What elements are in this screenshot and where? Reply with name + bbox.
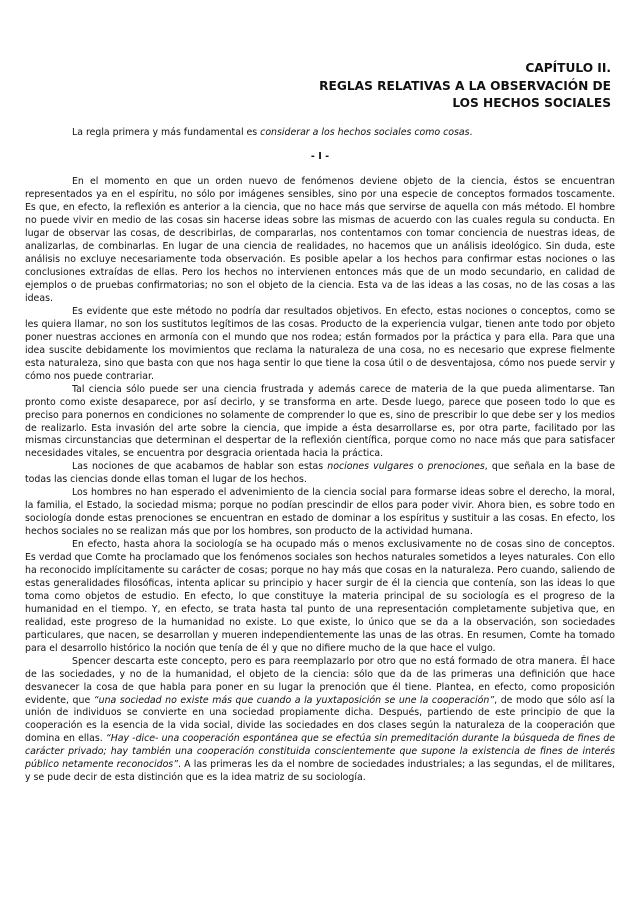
- chapter-title-line-2: REGLAS RELATIVAS A LA OBSERVACIÓN DE: [319, 78, 611, 93]
- epigraph-italic: considerar a los hechos sociales como cosas: [260, 126, 470, 138]
- paragraph-4-text-b: o: [413, 461, 428, 473]
- paragraph-7-text-b: , de modo que sólo así la unión de individuos se convierte en una sociedad propiamente dicha. Después, partiendo de este principio de que la cooperación es la esencia de la vida social, divide las sociedades en dos clases según la naturaleza de la cooperación que domina en ellas.: [25, 694, 615, 745]
- epigraph-suffix: .: [469, 126, 473, 138]
- paragraph-2: Es evidente que este método no podría dar resultados objetivos. En efecto, estas nociones o conceptos, como se les quiera llamar, no son los sustitutos legítimos de las cosas. Producto de la experiencia vulgar, tienen ante todo por objeto poner nuestras acciones en armonía con el mundo que nos rodea; están formados por la práctica y para ella. Para que una idea suscite debidamente los movimientos que reclama la naturaleza de una cosa, no es necesario que exprese fielmente esta naturaleza, sino que basta con que nos haga sentir lo que tiene la cosa útil o de desventajosa, cómo nos puede servir y cómo nos puede contrariar.: [25, 305, 615, 382]
- paragraph-4-italic-2: prenociones: [427, 461, 485, 473]
- chapter-title-line-3: LOS HECHOS SOCIALES: [452, 96, 611, 110]
- section-number: - I -: [310, 151, 330, 163]
- paragraph-7-quote-1: “una sociedad no existe más que cuando a la yuxtaposición se une la cooperación”: [93, 694, 495, 706]
- paragraph-1: En el momento en que un orden nuevo de fenómenos deviene objeto de la ciencia, éstos se encuentran representados ya en el espíritu, no sólo por imágenes sensibles, sino por una especie de conceptos formados toscamente. Es que, en efecto, la reflexión es anterior a la ciencia, que no hace más que servirse de aquella con más método. El hombre no puede vivir en medio de las cosas sin hacerse ideas sobre las mismas de acuerdo con las cuales regula su conducta. En lugar de observar las cosas, de describirlas, de compararlas, nos contentamos con tomar conciencia de nuestras ideas, de analizarlas, de combinarlas. En lugar de una ciencia de realidades, no hacemos que un análisis ideológico. Sin duda, este análisis no excluye necesariamente toda observación. Es posible apelar a los hechos para confirmar estas nociones o las conclusiones extraídas de ellas. Pero los hechos no intervienen entonces más que de un modo secundario, en calidad de ejemplos o de pruebas confirmatorias; no son el objeto de la ciencia. Esta va de las ideas a las cosas, no de las cosas a las ideas.: [25, 176, 615, 304]
- paragraph-4: [25, 461, 615, 487]
- epigraph-prefix: La regla primera y más fundamental es: [72, 126, 261, 138]
- paragraph-7: [25, 656, 615, 786]
- paragraph-5: Los hombres no han esperado el advenimiento de la ciencia social para formarse ideas sobre el derecho, la moral, la familia, el Estado, la sociedad misma; porque no podían prescindir de ellos para poder vivir. Ahora bien, es sobre todo en sociología donde estas prenociones se encuentran en estado de dominar a los espíritus y sustituir a las cosas. En efecto, los hechos sociales no se realizan más que por los hombres, son producto de la actividad humana.: [25, 487, 615, 538]
- paragraph-6: En efecto, hasta ahora la sociología se ha ocupado más o menos exclusivamente no de cosas sino de conceptos. Es verdad que Comte ha proclamado que los fenómenos sociales son hechos naturales sometidos a leyes naturales. Con ello ha reconocido implícitamente su carácter de cosas; porque no hay más que cosas en la naturaleza. Pero cuando, saliendo de estas generalidades filosóficas, intenta aplicar su principio y hacer surgir de él la ciencia que contenía, son las ideas lo que toma como objetos de estudio. En efecto, lo que constituye la materia principal de su sociología es el progreso de la humanidad en el tiempo. Y, en efecto, se trata hasta tal punto de una representación completamente subjetiva que, en realidad, este progreso de la humanidad no existe. Lo que existe, lo único que se da a la observación, son sociedades particulares, que nacen, se desarrollan y mueren independientemente las unas de las otras. En resumen, Comte ha tomado para el desarrollo histórico la noción que tenía de él y que no difiere mucho de la que hace el vulgo.: [25, 539, 615, 654]
- paragraph-7-text-c: . A las primeras les da el nombre de sociedades industriales; a las segundas, el de militares, y se pude decir de esta distinción que es la idea matriz de su sociología.: [25, 759, 615, 784]
- chapter-title-line-1: CAPÍTULO II.: [525, 61, 611, 75]
- paragraph-3: Tal ciencia sólo puede ser una ciencia frustrada y además carece de materia de la que pueda alimentarse. Tan pronto como existe desaparece, por así decirlo, y se transforma en arte. Desde luego, parece que poseen todo lo que es preciso para ponernos en condiciones no solamente de comprender lo que es, sino de prescribir lo que debe ser y los medios de realizarlo. Esta invasión del arte sobre la ciencia, que impide a ésta desarrollarse es, por otra parte, facilitado por las mismas circunstancias que determinan el despertar de la reflexión científica, porque como no nace más que para satisfacer necesidades vitales, se encuentra por desgracia orientada hacia la práctica.: [25, 383, 615, 460]
- chapter-heading: [25, 60, 615, 113]
- paragraph-4-italic-1: nociones vulgares: [327, 461, 414, 473]
- paragraph-4-text-a: Las nociones de que acabamos de hablar son estas: [72, 461, 328, 473]
- paragraph-7-text-a: Spencer descarta este concepto, pero es para reemplazarlo por otro que no está formado de otra manera. Él hace de las sociedades, y no de la humanidad, el objeto de la ciencia: sólo que da de las primeras una definición que hace desvanecer la cosa de que habla para poner en su lugar la prenoción que él tiene. Plantea, en efecto, como proposición evidente, que: [25, 655, 615, 706]
- paragraph-4-text-c: , que señala en la base de todas las ciencias donde ellas toman el lugar de los hechos.: [25, 461, 615, 486]
- paragraph-7-quote-2: “Hay -dice- una cooperación espontánea que se efectúa sin premeditación durante la búsqueda de fines de carácter privado; hay también una cooperación constituida conscientemente que supone la existencia de fines de interés público netamente reconocidos”: [25, 733, 615, 771]
- epigraph: [25, 127, 615, 140]
